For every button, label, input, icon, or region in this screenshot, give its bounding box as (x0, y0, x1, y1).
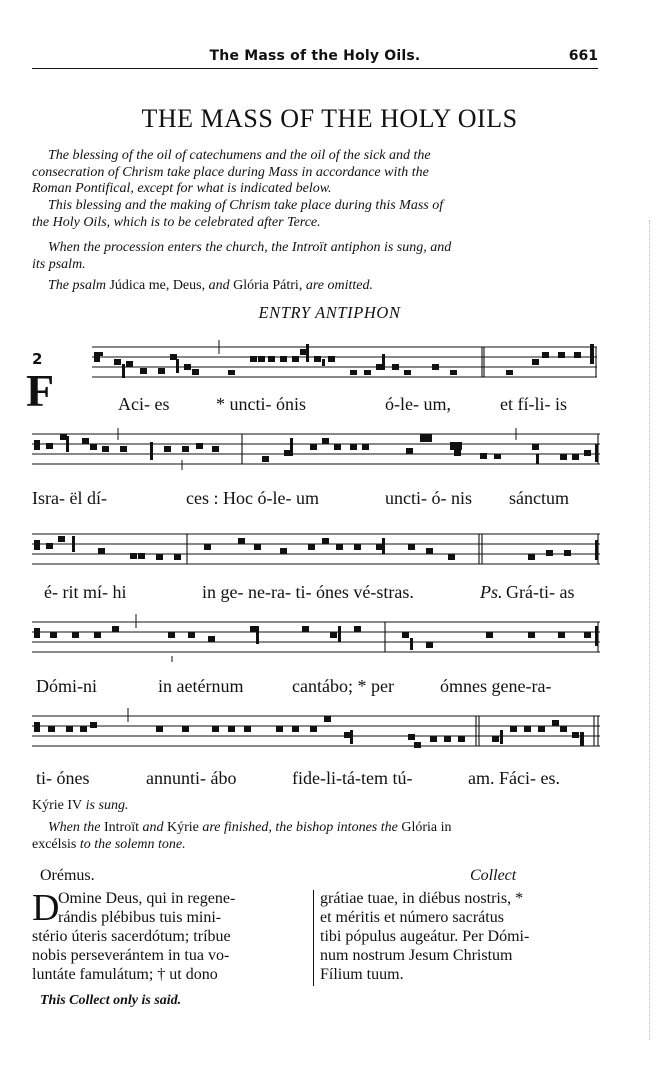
chant-initial: F (26, 365, 55, 416)
lyric-syllables: Isra- ël dí- (32, 488, 107, 508)
collect-left-line: Omine Deus, qui in regene- (58, 890, 236, 907)
rubric-line: the Holy Oils, which is to be celebrated after Terce. (32, 214, 321, 230)
lyric-syllables: Grá-ti- as (506, 582, 575, 602)
rubric-line: When the Introït and Kýrie are finished, the bishop intones the Glória in (48, 820, 452, 835)
collect-right-line: num nostrum Jesum Christum (320, 947, 513, 964)
running-header (32, 46, 598, 69)
collect-left-line: nobis perseverántem in tua vo- (32, 947, 230, 964)
rubric-line: consecration of Chrism take place during Mass in accordance with the (32, 164, 429, 180)
lyric-syllables: Dómi-ni (36, 676, 97, 696)
rubric-line: excélsis to the solemn tone. (32, 836, 186, 852)
collect-dropcap: D (32, 887, 60, 929)
lyric-syllables: in aetérnum (158, 676, 244, 696)
collect-left-line: rándis plébibus tuis mini- (58, 909, 222, 926)
collect-right-line: grátiae tuae, in diébus nostris, * (320, 890, 524, 907)
chant-staff-4 (32, 612, 600, 664)
lyric-syllables: ti- ónes (36, 768, 90, 788)
final-rubric: This Collect only is said. (40, 993, 182, 1008)
rubric-line: When the procession enters the church, the Introït antiphon is sung, and (48, 240, 452, 255)
kyrie-rubric: Kýrie IV is sung. (32, 798, 129, 813)
staff-lines-svg (32, 524, 600, 572)
collect-left-line: stério úteris sacerdótum; tríbue (32, 928, 231, 945)
rubric-chrism (32, 198, 594, 231)
staff-lines-svg (32, 612, 600, 664)
column-divider (313, 890, 314, 986)
rubric-line: its psalm. (32, 256, 86, 272)
staff-lines-svg (32, 706, 600, 758)
lyric-syllables: am. Fáci- es. (468, 768, 560, 788)
collect-right-line: tibi pópulus augeátur. Per Dómi- (320, 928, 530, 945)
rubric-line: Roman Pontifical, except for what is indicated below. (32, 181, 332, 196)
lyric-syllables: * uncti- ónis (216, 394, 306, 414)
collect-right-line: et méritis et número sacrátus (320, 909, 504, 926)
lyric-syllables: et fí-li- is (500, 394, 567, 414)
lyric-syllables: ó-le- um, (385, 394, 451, 414)
running-title: The Mass of the Holy Oils. (209, 48, 421, 64)
lyric-syllables: ces : Hoc ó-le- um (186, 488, 319, 508)
page-number: 661 (568, 48, 598, 64)
lyric-syllables: cantábo; * per (292, 676, 394, 696)
rubric-procession (32, 240, 594, 273)
chant-staff-5 (32, 706, 600, 758)
lyric-syllables: sánctum (509, 488, 569, 508)
page-title: THE MASS OF THE HOLY OILS (141, 104, 518, 133)
staff-lines-svg (32, 424, 600, 474)
rubric-psalm: The psalm Júdica me, Deus, and Glória Pátri, are omitted. (48, 278, 373, 293)
chant-staff-2 (32, 424, 600, 474)
collect-label: Collect (470, 867, 517, 884)
oremus-heading: Orémus. (40, 867, 95, 884)
lyric-syllables: annunti- ábo (146, 768, 237, 788)
rubric-line: This blessing and the making of Chrism take place during this Mass of (48, 198, 444, 213)
entry-antiphon-heading: ENTRY ANTIPHON (258, 303, 401, 322)
lyric-syllables: ómnes gene-ra- (440, 676, 552, 696)
chant-staff-1 (92, 340, 597, 382)
lyric-syllables: uncti- ó- nis (385, 488, 472, 508)
lyric-syllables: fide-li-tá-tem tú- (292, 768, 413, 788)
collect-left-line: luntáte famulátum; † ut dono (32, 966, 218, 983)
staff-lines-svg (92, 340, 597, 382)
gloria-rubric (32, 820, 594, 853)
mode-number: 2 (32, 350, 43, 368)
lyric-syllables: in ge- ne-ra- ti- ónes vé-stras. (202, 582, 414, 602)
psalm-abbreviation: Ps. (480, 582, 503, 602)
page-edge-line (649, 220, 650, 1040)
collect-right-line: Fílium tuum. (320, 966, 404, 983)
rubric-line: The blessing of the oil of catechumens and the oil of the sick and the (48, 148, 431, 163)
rubric-blessing (32, 148, 594, 198)
lyric-syllables: Aci- es (118, 394, 170, 414)
chant-staff-3 (32, 524, 600, 572)
lyric-syllables: é- rit mí- hi (44, 582, 127, 602)
